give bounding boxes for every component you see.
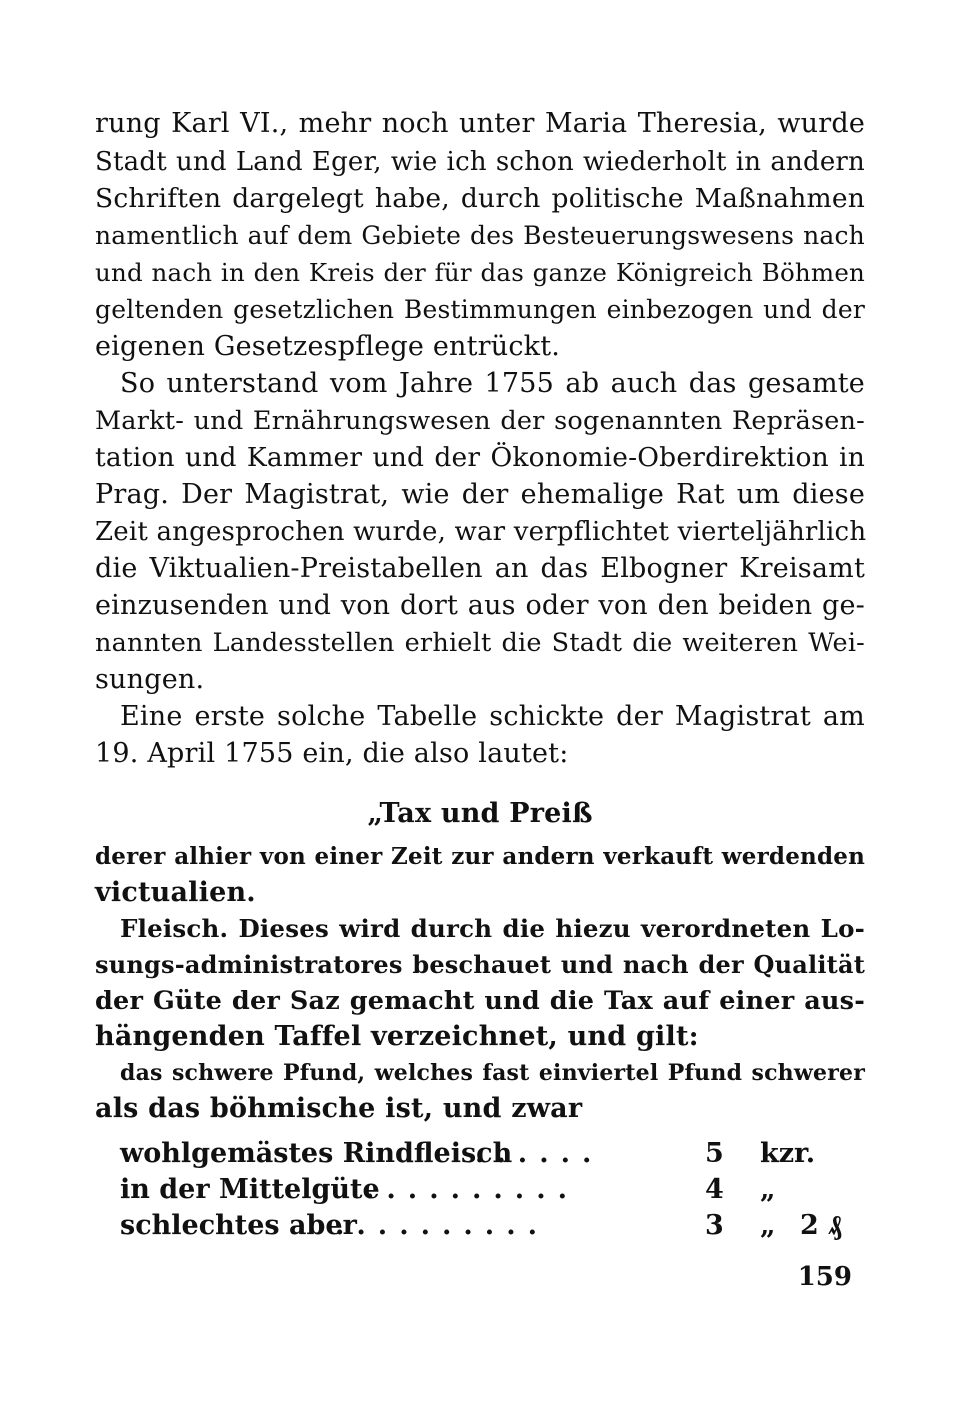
quote-line-2: victualien.: [95, 877, 256, 908]
body-line-5: und nach in den Kreis der für das ganze Königreich Böhmen: [95, 258, 865, 287]
body-line-13: die Viktualien-Preistabellen an das Elbogner Kreisamt: [95, 553, 865, 584]
price-value: 5: [705, 1138, 724, 1169]
quote-line-8: als das böhmische ist, und zwar: [95, 1093, 583, 1124]
body-line-15: nannten Landesstellen erhielt die Stadt die weiteren Wei-: [95, 628, 865, 658]
price-item: in der Mittelgüte: [120, 1174, 380, 1205]
price-row-1: [120, 1137, 820, 1171]
price-unit: „: [760, 1210, 776, 1241]
quote-line-3: Fleisch. Dieses wird durch die hiezu verordneten Lo-: [120, 914, 865, 943]
price-value: 4: [705, 1174, 724, 1205]
price-unit: kzr.: [760, 1138, 816, 1169]
page-number: 159: [797, 1262, 852, 1292]
quote-line-4: sungs-administratores beschauet und nach der Qualität: [95, 950, 865, 979]
body-line-4: namentlich auf dem Gebiete des Besteuerungswesens nach: [95, 221, 865, 250]
price-item: wohlgemästes Rindfleisch: [120, 1138, 513, 1169]
leader-dots: ..........: [365, 1174, 579, 1205]
price-extra: 2 ₰: [800, 1210, 842, 1241]
price-item: schlechtes aber: [120, 1210, 357, 1241]
leader-dots: ..........: [335, 1210, 549, 1241]
body-line-12: Zeit angesprochen wurde, war verpflichtet vierteljährlich: [95, 517, 867, 547]
body-line-9: Markt- und Ernährungswesen der sogenannten Repräsen-: [95, 406, 865, 436]
price-row-3: [120, 1209, 842, 1243]
body-line-2: Stadt und Land Eger, wie ich schon wiederholt in andern: [95, 147, 865, 177]
body-line-18: 19. April 1755 ein, die also lautet:: [95, 738, 569, 769]
quote-line-5: der Güte der Saz gemacht und die Tax auf einer aus-: [95, 986, 865, 1016]
body-line-11: Prag. Der Magistrat, wie der ehemalige Rat um diese: [95, 479, 865, 510]
body-line-7: eigenen Gesetzespflege entrückt.: [95, 331, 561, 362]
price-value: 3: [705, 1210, 724, 1241]
body-line-10: tation und Kammer und der Ökonomie-Oberdirektion in: [95, 442, 865, 473]
leader-dots: ......: [475, 1138, 604, 1169]
body-line-3: Schriften dargelegt habe, durch politische Maßnahmen: [95, 183, 865, 214]
quote-title: „Tax und Preiß: [367, 798, 593, 829]
body-line-17: Eine erste solche Tabelle schickte der Magistrat am: [120, 701, 865, 732]
body-line-6: geltenden gesetzlichen Bestimmungen einbezogen und der: [95, 295, 865, 324]
body-line-1: rung Karl VI., mehr noch unter Maria Theresia, wurde: [95, 108, 865, 139]
price-row-2: [120, 1173, 820, 1207]
quote-line-6: hängenden Taffel verzeichnet, und gilt:: [95, 1021, 699, 1052]
body-line-14: einzusenden und von dort aus oder von den beiden ge-: [95, 590, 865, 621]
body-line-8: So unterstand vom Jahre 1755 ab auch das gesamte: [120, 368, 865, 399]
quote-line-7: das schwere Pfund, welches fast einviertel Pfund schwerer: [120, 1060, 865, 1086]
price-unit: „: [760, 1174, 776, 1205]
quote-line-1: derer alhier von einer Zeit zur andern verkauft werdenden: [95, 843, 865, 870]
body-line-16: sungen.: [95, 664, 205, 695]
